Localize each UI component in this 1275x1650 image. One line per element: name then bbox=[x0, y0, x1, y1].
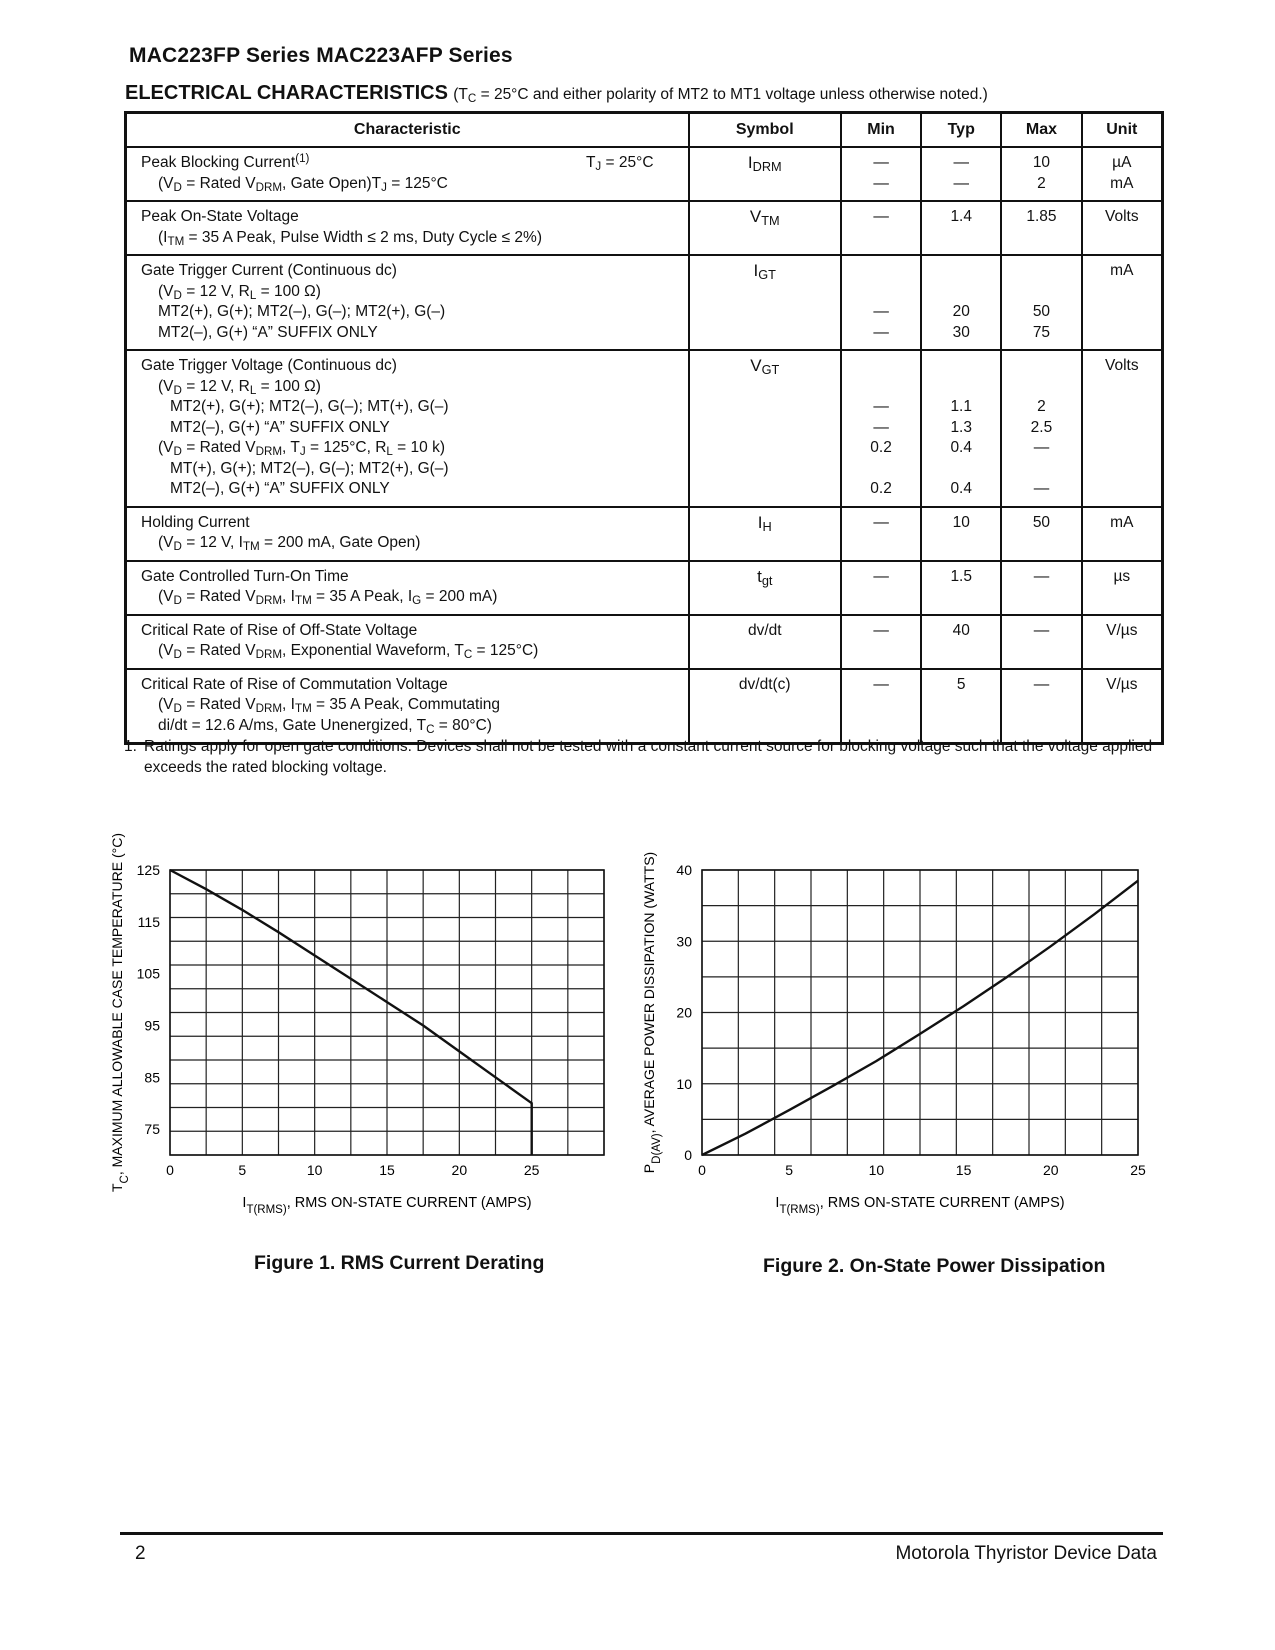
max-cell: 50 bbox=[1001, 507, 1081, 561]
y-tick-label: 125 bbox=[136, 862, 160, 878]
max-cell: — bbox=[1001, 615, 1081, 669]
y-tick-label: 30 bbox=[676, 933, 692, 950]
max-cell: 50 75 bbox=[1001, 255, 1081, 350]
symbol-cell: $t_{gt}$ bbox=[689, 561, 841, 615]
unit-cell: V/µs bbox=[1082, 669, 1163, 744]
max-cell: — bbox=[1001, 561, 1081, 615]
symbol-cell: $I_{DRM}$ bbox=[689, 147, 841, 201]
symbol-cell: $V_{TM}$ bbox=[689, 201, 841, 255]
x-tick-label: 5 bbox=[785, 1162, 794, 1178]
table-header-row bbox=[126, 113, 1163, 148]
y-tick-label: 85 bbox=[144, 1069, 160, 1086]
series-title: MAC223FP Series MAC223AFP Series bbox=[129, 44, 513, 67]
characteristic-cell: Peak On-State Voltage ($I_{TM} = 35$ A Peak, Pulse Width ≤ 2 ms, Duty Cycle ≤ 2%) bbox=[126, 201, 689, 255]
symbol-cell: $V_{GT}$ bbox=[689, 350, 841, 507]
elec-heading bbox=[125, 82, 988, 105]
characteristic-cell: Gate Trigger Voltage (Continuous dc) ($V_D = 12$ V, $R_L = 100$ Ω) MT2(+), G(+); MT2(–), G(–); MT(+), G(–) MT2(–), G(+) “A” SUFFIX ONLY ($V_D$ = Rated $V_{DRM}$, $T_J = 125^\circ C$, $R_L = 10$ k) MT(+), G(+); MT2(–), G(–); MT2(+), G(–) MT2(–), G(+) “A” SUFFIX ONLY bbox=[126, 350, 689, 507]
figure-1-caption: Figure 1. RMS Current Derating bbox=[254, 1252, 545, 1274]
page-number: 2 bbox=[135, 1543, 146, 1564]
footnote-text: Ratings apply for open gate conditions. Devices shall not be tested with a constant current source for blocking voltage such that the voltage applied exceeds the rated blocking voltage. bbox=[144, 738, 1153, 776]
max-cell: 1.85 bbox=[1001, 201, 1081, 255]
y-tick-label: 95 bbox=[144, 1017, 160, 1034]
footnote bbox=[124, 736, 1169, 778]
col-header-characteristic: Characteristic bbox=[126, 113, 689, 148]
y-tick-label: 40 bbox=[676, 862, 692, 878]
y-tick-label: 75 bbox=[144, 1121, 160, 1138]
x-tick-label: 10 bbox=[306, 1162, 323, 1178]
typ-cell: 20 30 bbox=[921, 255, 1001, 350]
symbol-cell: dv/dt bbox=[689, 615, 841, 669]
x-axis-label: $I_{T(RMS)}$, RMS ON-STATE CURRENT (AMPS) bbox=[242, 1195, 532, 1216]
x-tick-label: 0 bbox=[698, 1162, 706, 1178]
y-tick-label: 10 bbox=[676, 1075, 692, 1092]
table-row bbox=[126, 350, 1163, 507]
x-axis-label: $I_{T(RMS)}$, RMS ON-STATE CURRENT (AMPS) bbox=[775, 1195, 1065, 1216]
unit-cell: µA mA bbox=[1082, 147, 1163, 201]
col-header-symbol: Symbol bbox=[689, 113, 841, 148]
unit-cell: V/µs bbox=[1082, 615, 1163, 669]
symbol-cell: dv/dt(c) bbox=[689, 669, 841, 744]
min-cell: — — bbox=[841, 255, 921, 350]
elec-heading-conditions: ($T_C = 25^\circ C$ and either polarity of MT2 to MT1 voltage unless otherwise noted.) bbox=[453, 86, 988, 105]
characteristic-cell: Holding Current ($V_D = 12$ V, $I_{TM} = 200$ mA, Gate Open) bbox=[126, 507, 689, 561]
col-header-typ: Typ bbox=[921, 113, 1001, 148]
table-row bbox=[126, 615, 1163, 669]
figure-1-chart bbox=[108, 832, 628, 1225]
max-cell: 10 2 bbox=[1001, 147, 1081, 201]
unit-cell: µs bbox=[1082, 561, 1163, 615]
typ-cell: 10 bbox=[921, 507, 1001, 561]
x-tick-label: 25 bbox=[1130, 1162, 1146, 1178]
typ-cell: — — bbox=[921, 147, 1001, 201]
col-header-unit: Unit bbox=[1082, 113, 1163, 148]
symbol-cell: $I_{GT}$ bbox=[689, 255, 841, 350]
typ-cell: 1.4 bbox=[921, 201, 1001, 255]
x-tick-label: 15 bbox=[955, 1162, 972, 1178]
symbol-cell: $I_H$ bbox=[689, 507, 841, 561]
characteristic-cell: Critical Rate of Rise of Commutation Voltage ($V_D$ = Rated $V_{DRM}$, $I_{TM} = 35$ A Peak, Commutating di/dt = 12.6 A/ms, Gate Unenergized, $T_C = 80^\circ C$) bbox=[126, 669, 689, 744]
table-row bbox=[126, 669, 1163, 744]
table-row bbox=[126, 147, 1163, 201]
figure-2-chart bbox=[640, 845, 1170, 1225]
electrical-characteristics-table bbox=[124, 111, 1164, 745]
x-tick-label: 20 bbox=[1043, 1162, 1059, 1178]
y-tick-label: 20 bbox=[676, 1004, 692, 1021]
col-header-min: Min bbox=[841, 113, 921, 148]
x-tick-label: 0 bbox=[166, 1162, 174, 1178]
y-tick-label: 105 bbox=[136, 965, 160, 982]
y-tick-label: 115 bbox=[137, 913, 160, 930]
footer-rule bbox=[120, 1532, 1163, 1535]
footnote-number: 1. bbox=[124, 738, 137, 755]
max-cell: — bbox=[1001, 669, 1081, 744]
characteristic-cell: Peak Blocking Current$^{(1)}$ $T_J = 25^\circ C$ ($V_D$ = Rated $V_{DRM}$, Gate $Open)T_J = 125^\circ C$ bbox=[126, 147, 689, 201]
unit-cell: mA bbox=[1082, 507, 1163, 561]
min-cell: — bbox=[841, 615, 921, 669]
x-tick-label: 5 bbox=[238, 1162, 247, 1178]
typ-cell: 1.1 1.3 0.4 0.4 bbox=[921, 350, 1001, 507]
min-cell: — bbox=[841, 669, 921, 744]
min-cell: — bbox=[841, 561, 921, 615]
typ-cell: 40 bbox=[921, 615, 1001, 669]
table-row bbox=[126, 507, 1163, 561]
min-cell: — — 0.2 0.2 bbox=[841, 350, 921, 507]
y-axis-label: $P_{D(AV)}$, AVERAGE POWER DISSIPATION (WATTS) bbox=[641, 851, 663, 1174]
characteristic-cell: Gate Controlled Turn-On Time ($V_D$ = Rated $V_{DRM}$, $I_{TM} = 35$ A Peak, $I_G = 200$ mA) bbox=[126, 561, 689, 615]
max-cell: 2 2.5 — — bbox=[1001, 350, 1081, 507]
unit-cell: Volts bbox=[1082, 201, 1163, 255]
characteristic-cell: Gate Trigger Current (Continuous dc) ($V_D = 12$ V, $R_L = 100$ Ω) MT2(+), G(+); MT2(–), G(–); MT2(+), G(–) MT2(–), G(+) “A” SUFFIX ONLY bbox=[126, 255, 689, 350]
table-row bbox=[126, 255, 1163, 350]
unit-cell: Volts bbox=[1082, 350, 1163, 507]
min-cell: — bbox=[841, 507, 921, 561]
unit-cell: mA bbox=[1082, 255, 1163, 350]
x-tick-label: 15 bbox=[379, 1162, 395, 1178]
y-axis-label: $T_C$, MAXIMUM ALLOWABLE CASE TEMPERATURE (°C) bbox=[109, 832, 131, 1193]
figure-2-caption: Figure 2. On-State Power Dissipation bbox=[763, 1255, 1106, 1277]
footer-publication: Motorola Thyristor Device Data bbox=[895, 1543, 1157, 1564]
typ-cell: 5 bbox=[921, 669, 1001, 744]
y-tick-label: 0 bbox=[684, 1147, 692, 1163]
table-row bbox=[126, 561, 1163, 615]
min-cell: — — bbox=[841, 147, 921, 201]
table-row bbox=[126, 201, 1163, 255]
typ-cell: 1.5 bbox=[921, 561, 1001, 615]
characteristic-cell: Critical Rate of Rise of Off-State Voltage ($V_D$ = Rated $V_{DRM}$, Exponential Waveform, $T_C = 125^\circ C$) bbox=[126, 615, 689, 669]
x-tick-label: 20 bbox=[451, 1162, 468, 1178]
x-tick-label: 10 bbox=[868, 1162, 885, 1178]
col-header-max: Max bbox=[1001, 113, 1081, 148]
min-cell: — bbox=[841, 201, 921, 255]
elec-heading-title: ELECTRICAL CHARACTERISTICS bbox=[125, 82, 448, 104]
x-tick-label: 25 bbox=[523, 1162, 540, 1178]
